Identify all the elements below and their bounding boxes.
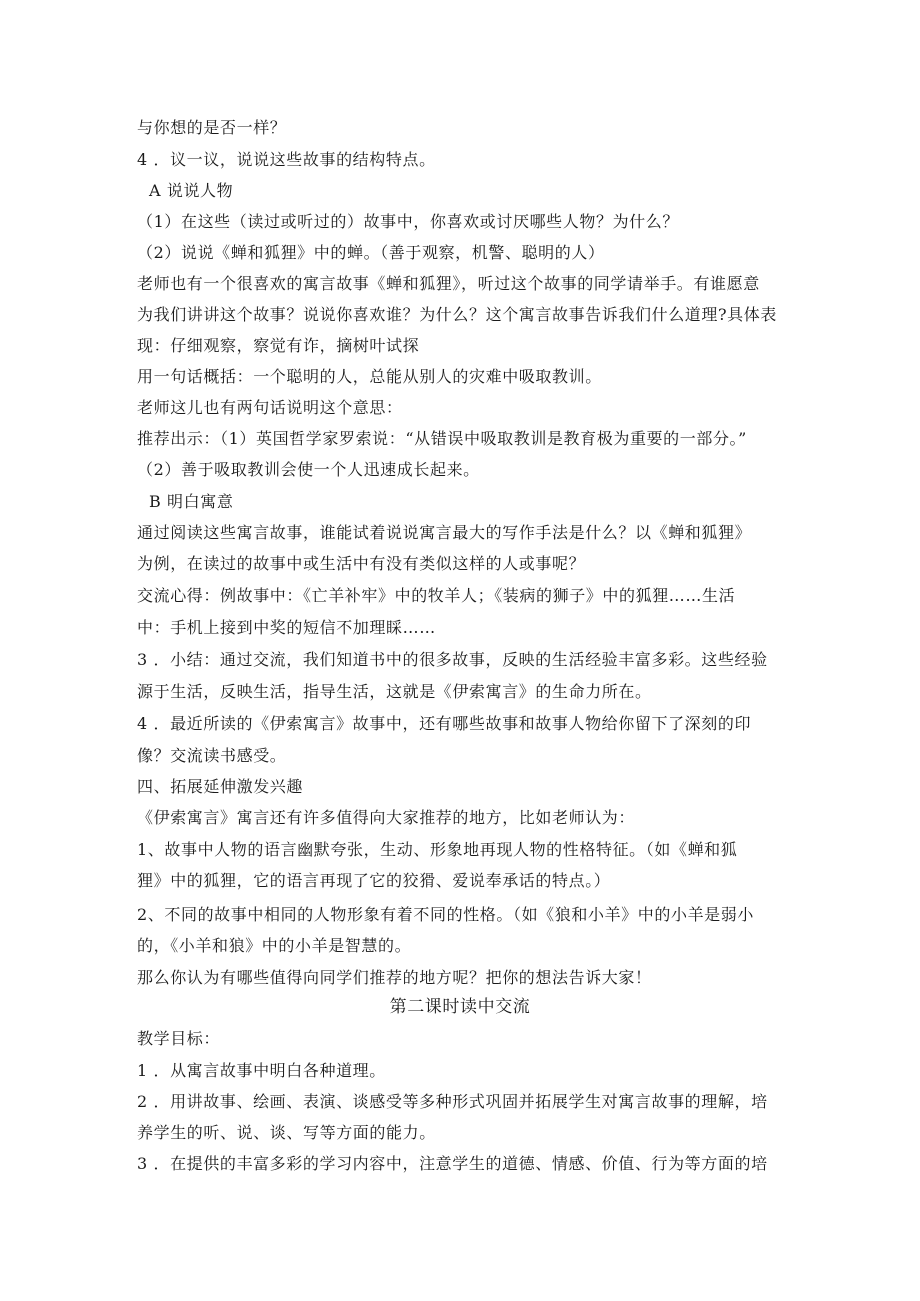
text-line: 3 ．在提供的丰富多彩的学习内容中，注意学生的道德、情感、价值、行为等方面的培 <box>137 1154 768 1173</box>
text-line: 教学目标： <box>137 1029 221 1048</box>
text-line: 1、故事中人物的语言幽默夸张，生动、形象地再现人物的性格特征。（如《蝉和狐 <box>137 840 738 859</box>
section-heading: A 说说人物 <box>149 181 234 200</box>
text-line: （2）说说《蝉和狐狸》中的蝉。（善于观察，机警、聪明的人） <box>137 243 605 262</box>
text-line: 老师也有一个很喜欢的寓言故事《蝉和狐狸》，听过这个故事的同学请举手。有谁愿意 <box>137 274 760 293</box>
text-line: 老师这儿也有两句话说明这个意思： <box>137 398 403 417</box>
text-line: 养学生的听、说、谈、写等方面的能力。 <box>137 1123 436 1142</box>
text-line: 《伊索寓言》寓言还有许多值得向大家推荐的地方，比如老师认为： <box>137 808 636 827</box>
text-line: 4 ．议一议，说说这些故事的结构特点。 <box>137 150 436 169</box>
text-line: 用一句话概括：一个聪明的人，总能从别人的灾难中吸取教训。 <box>137 367 602 386</box>
text-line: 源于生活，反映生活，指导生活，这就是《伊索寓言》的生命力所在。 <box>137 682 652 701</box>
text-line: 的，《小羊和狼》中的小羊是智慧的。 <box>137 936 412 955</box>
text-line: 通过阅读这些寓言故事，谁能试着说说寓言最大的写作手法是什么？以《蝉和狐狸》 <box>137 523 752 542</box>
text-line: 3 ．小结：通过交流，我们知道书中的很多故事，反映的生活经验丰富多彩。这些经验 <box>137 650 768 669</box>
text-line: 与你想的是否一样？ <box>137 118 287 137</box>
text-line: 交流心得：例故事中：《亡羊补牢》中的牧羊人；《装病的狮子》中的狐狸……生活 <box>137 586 736 605</box>
text-line: 2、不同的故事中相同的人物形象有着不同的性格。（如《狼和小羊》中的小羊是弱小 <box>137 905 754 924</box>
text-line: 像？交流读书感受。 <box>137 746 287 765</box>
text-line: 4 ．最近所读的《伊索寓言》故事中，还有哪些故事和故事人物给你留下了深刻的印 <box>137 714 752 733</box>
text-line: 为例，在读过的故事中或生活中有没有类似这样的人或事呢？ <box>137 554 586 573</box>
section-heading: B 明白寓意 <box>149 492 234 511</box>
text-line: 狸》中的狐狸，它的语言再现了它的狡猾、爱说奉承话的特点。） <box>137 871 611 890</box>
text-line: （1）在这些（读过或听过的）故事中，你喜欢或讨厌哪些人物？为什么？ <box>137 212 679 231</box>
text-line: 现：仔细观察，察觉有诈，摘树叶试探 <box>137 336 420 355</box>
text-line: 为我们讲讲这个故事？说说你喜欢谁？为什么？这个寓言故事告诉我们什么道理?具体表 <box>137 305 777 324</box>
section-heading: 四、拓展延伸激发兴趣 <box>137 777 304 796</box>
text-line: 推荐出示：（1）英国哲学家罗索说：“从错误中吸取教训是教育极为重要的一部分。” <box>137 429 747 448</box>
text-line: 2 ．用讲故事、绘画、表演、谈感受等多种形式巩固并拓展学生对寓言故事的理解，培 <box>137 1092 768 1111</box>
lesson-title: 第二课时读中交流 <box>389 997 531 1017</box>
text-line: （2）善于吸取教训会使一个人迅速成长起来。 <box>137 460 480 479</box>
text-line: 1 ．从寓言故事中明白各种道理。 <box>137 1061 386 1080</box>
text-line: 那么你认为有哪些值得向同学们推荐的地方呢？把你的想法告诉大家！ <box>137 968 652 987</box>
text-line: 中：手机上接到中奖的短信不加理睬…… <box>137 618 436 637</box>
